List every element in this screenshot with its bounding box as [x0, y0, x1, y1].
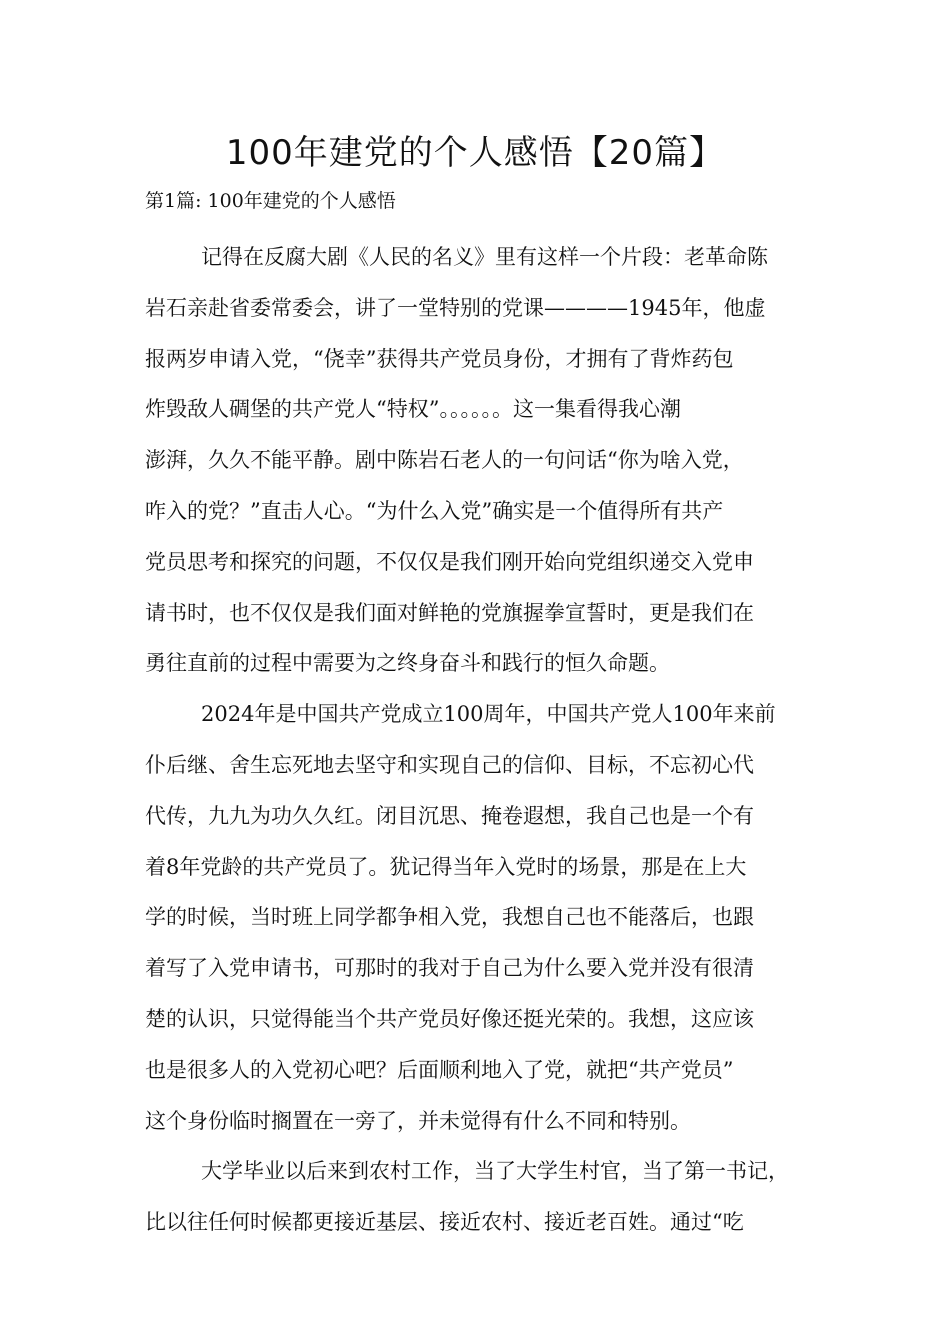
text-line: 大学毕业以后来到农村工作，当了大学生村官，当了第一书记，	[201, 1159, 789, 1184]
text-line: 澎湃，久久不能平静。剧中陈岩石老人的一句问话“你为啥入党，	[145, 448, 744, 473]
text-line: 炸毁敌人碉堡的共产党人“特权”。。。。。。这一集看得我心潮	[145, 397, 681, 422]
text-line: 记得在反腐大剧《人民的名义》里有这样一个片段：老革命陈	[201, 245, 768, 269]
text-line: 这个身份临时搁置在一旁了，并未觉得有什么不同和特别。	[145, 1108, 691, 1133]
text-line: 2024年是中国共产党成立100周年，中国共产党人100年来前	[201, 702, 776, 727]
text-line: 请书时，也不仅仅是我们面对鲜艳的党旗握拳宣誓时，更是我们在	[145, 600, 754, 625]
text-line: 勇往直前的过程中需要为之终身奋斗和践行的恒久命题。	[145, 651, 670, 676]
paragraph-3	[145, 1146, 810, 1248]
text-line: 着8年党龄的共产党员了。犹记得当年入党时的场景，那是在上大	[145, 854, 747, 879]
text-line: 比以往任何时候都更接近基层、接近农村、接近老百姓。通过“吃	[145, 1210, 744, 1235]
text-line: 楚的认识，只觉得能当个共产党员好像还挺光荣的。我想，这应该	[145, 1006, 754, 1031]
text-line: 学的时候，当时班上同学都争相入党，我想自己也不能落后，也跟	[145, 905, 754, 930]
text-line: 党员思考和探究的问题，不仅仅是我们刚开始向党组织递交入党申	[145, 549, 754, 574]
text-line: 也是很多人的入党初心吧？后面顺利地入了党，就把“共产党员”	[145, 1057, 734, 1082]
section-heading: 第1篇: 100年建党的个人感悟	[145, 190, 396, 212]
text-line: 着写了入党申请书，可那时的我对于自己为什么要入党并没有很清	[145, 956, 754, 981]
paragraph-2	[145, 689, 810, 1146]
text-line: 报两岁申请入党，“侥幸”获得共产党员身份，才拥有了背炸药包	[145, 346, 734, 371]
text-line: 仆后继、舍生忘死地去坚守和实现自己的信仰、目标，不忘初心代	[145, 752, 754, 777]
text-line: 代传，九九为功久久红。闭目沉思、掩卷遐想，我自己也是一个有	[145, 803, 754, 828]
paragraph-1	[145, 232, 810, 689]
text-line: 岩石亲赴省委常委会，讲了一堂特别的党课————1945年，他虚	[145, 295, 766, 320]
body-text	[145, 232, 810, 1248]
text-line: 咋入的党？”直击人心。“为什么入党”确实是一个值得所有共产	[145, 498, 724, 523]
document-title: 100年建党的个人感悟【20篇】	[225, 133, 725, 173]
